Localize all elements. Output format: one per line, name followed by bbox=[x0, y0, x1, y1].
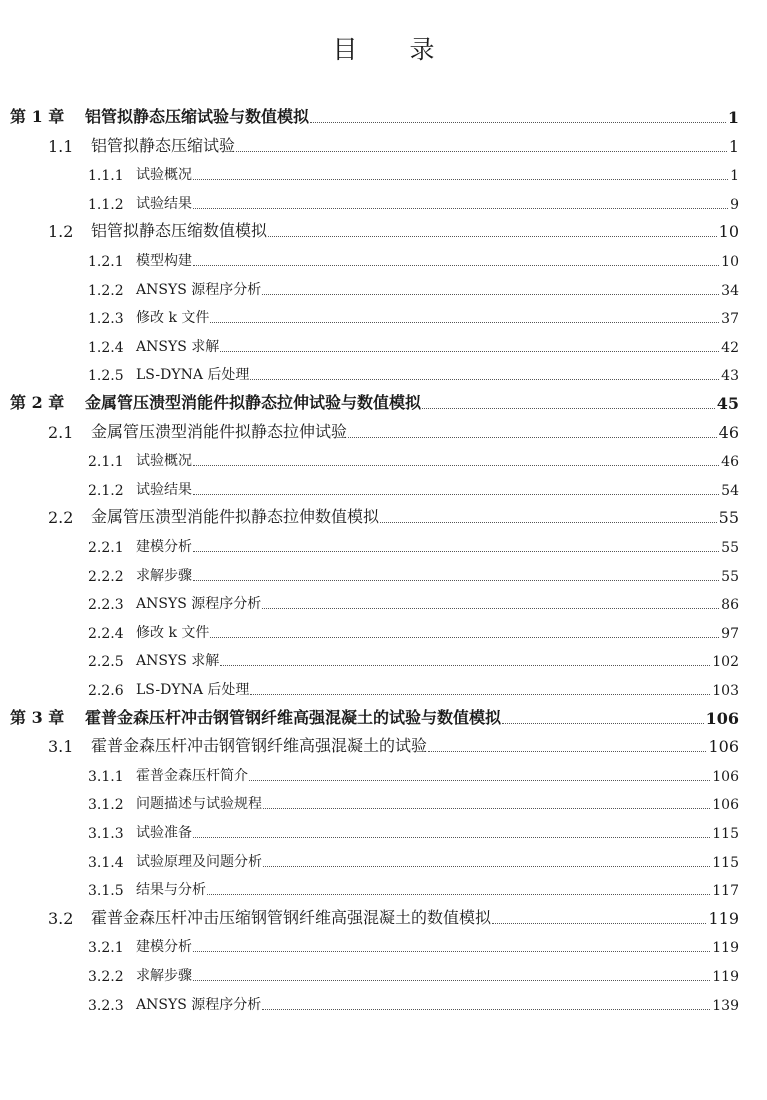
toc-leader-dots bbox=[422, 407, 715, 409]
toc-leader-dots bbox=[193, 178, 728, 180]
toc-entry-title: 金属管压溃型消能件拟静态拉伸试验 bbox=[91, 421, 348, 441]
toc-subsection-entry[interactable] bbox=[88, 444, 739, 470]
toc-subsection-entry[interactable] bbox=[88, 930, 739, 956]
toc-entry-title: 试验结果 bbox=[136, 481, 192, 498]
toc-entry-title: 铝管拟静态压缩数值模拟 bbox=[91, 221, 268, 241]
toc-entry-page: 10 bbox=[718, 222, 739, 242]
toc-entry-title: LS-DYNA 后处理 bbox=[136, 367, 250, 384]
toc-section-entry[interactable] bbox=[48, 416, 739, 442]
toc-entry-title: ANSYS 源程序分析 bbox=[136, 996, 262, 1013]
toc-subsection-entry[interactable] bbox=[88, 787, 739, 813]
toc-entry-number: 1.1 bbox=[48, 136, 74, 156]
toc-section-entry[interactable] bbox=[48, 130, 739, 156]
toc-entry-number: 3.2.3 bbox=[88, 997, 124, 1014]
toc-entry-title: 霍普金森压杆简介 bbox=[136, 767, 248, 784]
toc-subsection-entry[interactable] bbox=[88, 673, 739, 699]
toc-entry-number: 3.2.1 bbox=[88, 940, 124, 957]
toc-subsection-entry[interactable] bbox=[88, 616, 739, 642]
toc-entry-title: 修改 k 文件 bbox=[136, 310, 210, 327]
toc-leader-dots bbox=[193, 493, 719, 495]
toc-entry-title: 问题描述与试验规程 bbox=[136, 796, 262, 813]
page-title bbox=[0, 30, 767, 66]
toc-leader-dots bbox=[492, 922, 706, 924]
toc-leader-dots bbox=[193, 950, 710, 952]
toc-subsection-entry[interactable] bbox=[88, 644, 739, 670]
toc-leader-dots bbox=[220, 664, 710, 666]
toc-leader-dots bbox=[193, 836, 710, 838]
toc-entry-title: 试验概况 bbox=[136, 167, 192, 184]
toc-subsection-entry[interactable] bbox=[88, 187, 739, 213]
toc-entry-number: 1.2 bbox=[48, 222, 74, 242]
toc-entry-title: 金属管压溃型消能件拟静态拉伸数值模拟 bbox=[91, 507, 380, 527]
toc-leader-dots bbox=[428, 750, 706, 752]
toc-entry-number: 2.1.2 bbox=[88, 482, 124, 499]
toc-entry-number: 1.2.5 bbox=[88, 368, 124, 385]
toc-entry-page: 106 bbox=[712, 797, 739, 814]
toc-subsection-entry[interactable] bbox=[88, 988, 739, 1014]
toc-section-entry[interactable] bbox=[48, 501, 739, 527]
toc-section-entry[interactable] bbox=[48, 902, 739, 928]
toc-entry-number: 2.2.4 bbox=[88, 625, 124, 642]
toc-entry-page: 45 bbox=[716, 394, 739, 413]
toc-entry-number: 2.2.1 bbox=[88, 540, 124, 556]
toc-entry-page: 34 bbox=[721, 282, 739, 299]
toc-subsection-entry[interactable] bbox=[88, 301, 739, 327]
toc-entry-page: 86 bbox=[721, 597, 739, 614]
toc-entry-page: 9 bbox=[730, 196, 739, 213]
toc-entry-title: 试验原理及问题分析 bbox=[136, 853, 262, 870]
toc-entry-title: 霍普金森压杆冲击钢管钢纤维高强混凝土的试验 bbox=[91, 736, 428, 756]
toc-entry-number: 2.2.6 bbox=[88, 683, 124, 699]
toc-entry-number: 第 1 章 bbox=[10, 107, 65, 126]
toc-subsection-entry[interactable] bbox=[88, 587, 739, 613]
toc-entry-page: 97 bbox=[721, 625, 739, 642]
toc-leader-dots bbox=[193, 579, 719, 581]
toc-entry-title: 金属管压溃型消能件拟静态拉伸试验与数值模拟 bbox=[85, 393, 422, 412]
toc-entry-page: 54 bbox=[721, 482, 739, 499]
toc-subsection-entry[interactable] bbox=[88, 759, 739, 785]
toc-entry-number: 2.2 bbox=[48, 508, 74, 528]
toc-entry-title: 铝管拟静态压缩试验 bbox=[91, 135, 236, 155]
toc-leader-dots bbox=[193, 464, 719, 466]
toc-entry-page: 119 bbox=[712, 969, 739, 985]
toc-leader-dots bbox=[348, 436, 717, 438]
toc-subsection-entry[interactable] bbox=[88, 473, 739, 499]
toc-entry-number: 1.2.3 bbox=[88, 311, 124, 328]
toc-entry-page: 10 bbox=[721, 254, 739, 270]
toc-leader-dots bbox=[250, 378, 719, 380]
toc-entry-page: 55 bbox=[721, 540, 739, 556]
toc-entry-page: 1 bbox=[727, 108, 739, 127]
toc-entry-page: 43 bbox=[721, 368, 739, 385]
toc-leader-dots bbox=[193, 207, 728, 209]
toc-entry-number: 1.1.2 bbox=[88, 196, 124, 213]
toc-entry-page: 37 bbox=[721, 311, 739, 328]
toc-entry-title: 建模分析 bbox=[136, 539, 192, 555]
toc-leader-dots bbox=[268, 235, 717, 237]
toc-entry-title: 结果与分析 bbox=[136, 882, 206, 899]
toc-entry-page: 55 bbox=[718, 508, 739, 528]
toc-leader-dots bbox=[210, 321, 719, 323]
toc-leader-dots bbox=[210, 636, 719, 638]
toc-entry-title: 试验概况 bbox=[136, 453, 192, 470]
toc-subsection-entry[interactable] bbox=[88, 816, 739, 842]
toc-entry-title: 修改 k 文件 bbox=[136, 624, 210, 641]
toc-leader-dots bbox=[250, 693, 710, 695]
toc-leader-dots bbox=[193, 979, 710, 981]
toc-leader-dots bbox=[310, 121, 726, 123]
toc-entry-number: 2.2.3 bbox=[88, 597, 124, 614]
toc-entry-number: 第 2 章 bbox=[10, 393, 65, 412]
toc-section-entry[interactable] bbox=[48, 215, 739, 241]
toc-entry-number: 3.2 bbox=[48, 908, 74, 928]
toc-entry-number: 2.1 bbox=[48, 422, 74, 442]
toc-entry-title: ANSYS 源程序分析 bbox=[136, 281, 262, 298]
toc-entry-title: ANSYS 求解 bbox=[136, 338, 220, 355]
toc-entry-number: 3.1.3 bbox=[88, 826, 124, 842]
toc-entry-page: 102 bbox=[712, 654, 739, 671]
toc-entry-page: 139 bbox=[712, 997, 739, 1014]
toc-entry-page: 46 bbox=[721, 454, 739, 471]
toc-entry-page: 117 bbox=[712, 883, 739, 900]
toc-leader-dots bbox=[502, 722, 704, 724]
toc-leader-dots bbox=[262, 293, 719, 295]
toc-subsection-entry[interactable] bbox=[88, 273, 739, 299]
toc-entry-number: 3.1.5 bbox=[88, 883, 124, 900]
toc-entry-number: 3.1.4 bbox=[88, 854, 124, 871]
toc-entry-title: ANSYS 求解 bbox=[136, 653, 220, 670]
toc-entry-number: 3.1.1 bbox=[88, 768, 124, 785]
toc-entry-number: 2.1.1 bbox=[88, 454, 124, 471]
toc-entry-number: 第 3 章 bbox=[10, 707, 65, 727]
toc-entry-title: 试验结果 bbox=[136, 195, 192, 212]
toc-entry-title: 试验准备 bbox=[136, 825, 192, 841]
toc-entry-page: 1 bbox=[730, 168, 739, 185]
toc-entry-title: 求解步骤 bbox=[136, 567, 192, 584]
toc-entry-page: 46 bbox=[718, 422, 739, 442]
toc-leader-dots bbox=[236, 150, 727, 152]
toc-subsection-entry[interactable] bbox=[88, 244, 739, 270]
toc-entry-page: 106 bbox=[705, 708, 739, 728]
toc-entry-title: 霍普金森压杆冲击压缩钢管钢纤维高强混凝土的数值模拟 bbox=[91, 907, 492, 927]
toc-chapter-entry[interactable] bbox=[10, 387, 739, 413]
toc-leader-dots bbox=[207, 893, 710, 895]
toc-subsection-entry[interactable] bbox=[88, 559, 739, 585]
toc-entry-number: 1.2.1 bbox=[88, 254, 124, 270]
toc-entry-number: 1.1.1 bbox=[88, 168, 124, 185]
toc-subsection-entry[interactable] bbox=[88, 158, 739, 184]
toc-chapter-entry[interactable] bbox=[10, 101, 739, 127]
toc-entry-title: ANSYS 源程序分析 bbox=[136, 596, 262, 613]
toc-entry-page: 115 bbox=[712, 854, 739, 871]
toc-subsection-entry[interactable] bbox=[88, 873, 739, 899]
toc-entry-page: 119 bbox=[708, 908, 739, 928]
toc-entry-title: 铝管拟静态压缩试验与数值模拟 bbox=[85, 107, 310, 126]
toc-subsection-entry[interactable] bbox=[88, 530, 739, 556]
toc-subsection-entry[interactable] bbox=[88, 959, 739, 985]
toc-entry-page: 55 bbox=[721, 568, 739, 585]
toc-entry-number: 1.2.4 bbox=[88, 339, 124, 356]
toc-leader-dots bbox=[262, 607, 719, 609]
toc-leader-dots bbox=[263, 865, 710, 867]
toc-subsection-entry[interactable] bbox=[88, 330, 739, 356]
toc-entry-page: 115 bbox=[712, 826, 739, 842]
toc-leader-dots bbox=[380, 521, 717, 523]
toc-leader-dots bbox=[193, 550, 719, 552]
toc-leader-dots bbox=[193, 264, 719, 266]
toc-entry-number: 2.2.5 bbox=[88, 654, 124, 671]
toc-entry-page: 119 bbox=[712, 940, 739, 957]
toc-section-entry[interactable] bbox=[48, 730, 739, 756]
toc-entry-title: 求解步骤 bbox=[136, 968, 192, 984]
toc-subsection-entry[interactable] bbox=[88, 845, 739, 871]
page-title-char: 目 bbox=[332, 35, 358, 64]
toc-leader-dots bbox=[263, 807, 710, 809]
toc-entry-page: 103 bbox=[712, 683, 739, 699]
toc-entry-number: 2.2.2 bbox=[88, 568, 124, 585]
toc-entry-number: 3.1.2 bbox=[88, 797, 124, 814]
toc-entry-title: 霍普金森压杆冲击钢管钢纤维高强混凝土的试验与数值模拟 bbox=[85, 707, 502, 727]
toc-entry-title: 模型构建 bbox=[136, 253, 192, 269]
toc-subsection-entry[interactable] bbox=[88, 358, 739, 384]
toc-leader-dots bbox=[262, 1008, 710, 1010]
toc-entry-page: 106 bbox=[712, 768, 739, 785]
toc-entry-title: 建模分析 bbox=[136, 939, 192, 956]
toc-entry-number: 3.1 bbox=[48, 737, 74, 757]
toc-entry-number: 3.2.2 bbox=[88, 969, 124, 985]
toc-entry-page: 42 bbox=[721, 339, 739, 356]
toc-entry-page: 1 bbox=[728, 136, 739, 156]
page-title-char: 录 bbox=[409, 35, 435, 64]
toc-entry-title: LS-DYNA 后处理 bbox=[136, 682, 250, 698]
toc-entry-page: 106 bbox=[708, 737, 739, 757]
toc-leader-dots bbox=[220, 350, 719, 352]
toc-chapter-entry[interactable] bbox=[10, 702, 739, 728]
toc-leader-dots bbox=[249, 779, 710, 781]
toc-entry-number: 1.2.2 bbox=[88, 282, 124, 299]
